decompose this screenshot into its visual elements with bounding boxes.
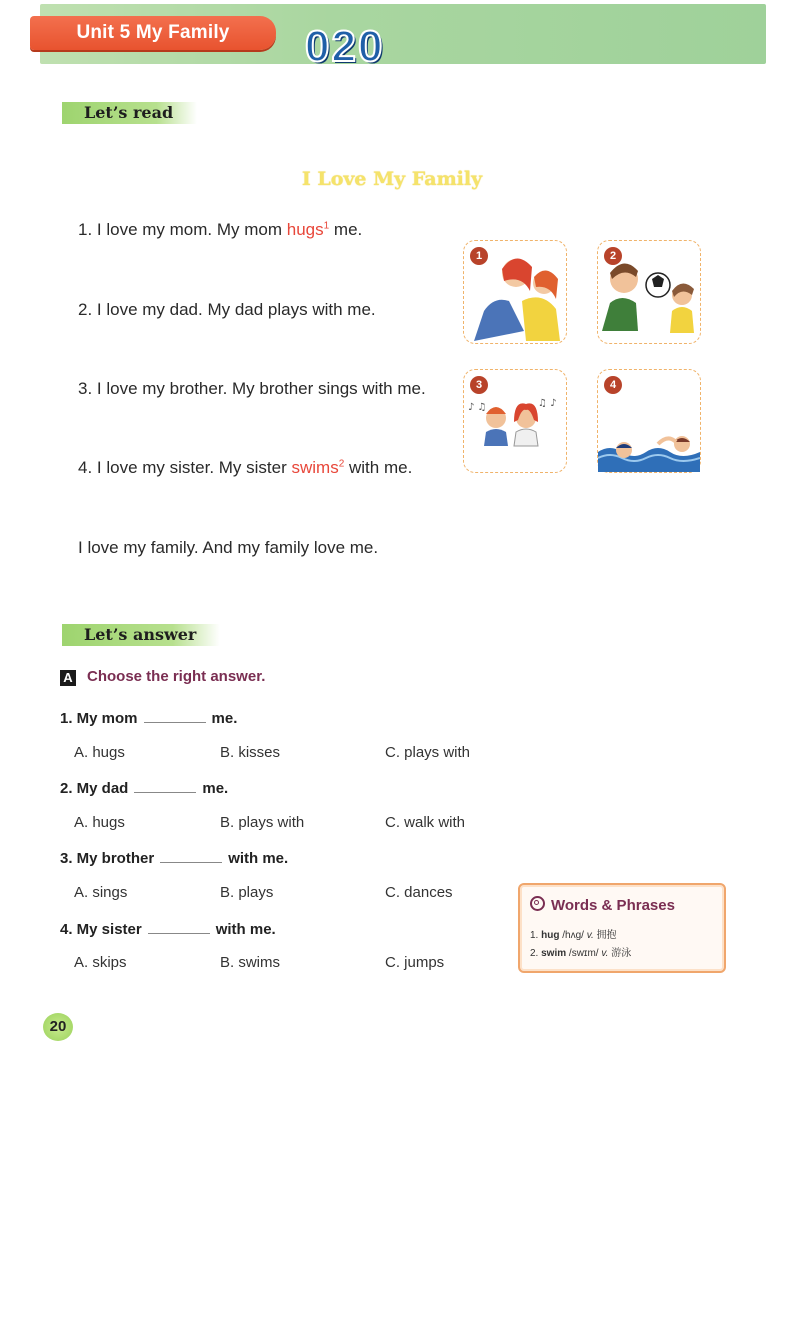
picture-number-badge: 3 — [470, 376, 488, 394]
option-a[interactable]: A. sings — [74, 884, 128, 901]
siblings-singing-picture — [463, 369, 567, 473]
question-2: 2. My dad me. — [60, 780, 229, 797]
picture-number-badge: 1 — [470, 247, 488, 265]
reading-line-2: 2. I love my dad. My dad plays with me. — [78, 300, 376, 319]
picture-number-badge: 4 — [604, 376, 622, 394]
hugging-mother-child-picture — [463, 240, 567, 344]
part-letter-badge: A — [60, 670, 76, 686]
words-phrases-title: Words & Phrases — [530, 896, 675, 914]
question-3: 3. My brother with me. — [60, 850, 289, 867]
vocab-item-hug: 1. hug /hʌg/ v. 拥抱 — [530, 930, 617, 941]
svg-text:♫ ♪: ♫ ♪ — [538, 398, 557, 409]
section-label-answer: Let’s answer — [62, 624, 220, 646]
section-label-read: Let’s read — [62, 102, 197, 124]
question-4: 4. My sister with me. — [60, 921, 276, 938]
answer-blank[interactable] — [144, 708, 206, 723]
svg-text:♪ ♫: ♪ ♫ — [468, 402, 487, 413]
page-code: 020 — [305, 22, 385, 71]
exercise-instruction: Choose the right answer. — [87, 668, 266, 685]
page-number: 20 — [43, 1013, 73, 1041]
option-c[interactable]: C. walk with — [385, 814, 466, 831]
option-b[interactable]: B. plays — [220, 884, 274, 901]
option-c[interactable]: C. jumps — [385, 954, 445, 971]
answer-blank[interactable] — [148, 919, 210, 934]
option-b[interactable]: B. kisses — [220, 744, 281, 761]
answer-blank[interactable] — [160, 848, 222, 863]
siblings-swimming-picture — [597, 369, 701, 473]
option-a[interactable]: A. hugs — [74, 814, 125, 831]
option-c[interactable]: C. plays with — [385, 744, 471, 761]
dad-child-ball-picture — [597, 240, 701, 344]
option-c[interactable]: C. dances — [385, 884, 453, 901]
target-circle-icon — [530, 896, 545, 911]
reading-line-1: 1. I love my mom. My mom hugs$^1$ me. — [78, 220, 363, 239]
unit-title: Unit 5 My Family — [76, 22, 230, 43]
story-title: I Love My Family — [301, 168, 483, 190]
reading-line-5: I love my family. And my family love me. — [78, 538, 379, 557]
option-a[interactable]: A. skips — [74, 954, 127, 971]
vocab-item-swim: 2. swim /swɪm/ v. 游泳 — [530, 948, 632, 959]
option-b[interactable]: B. swims — [220, 954, 280, 971]
reading-line-4: 4. I love my sister. My sister swims$^2$ with me. — [78, 458, 413, 477]
question-1: 1. My mom me. — [60, 710, 238, 727]
picture-number-badge: 2 — [604, 247, 622, 265]
reading-line-3: 3. I love my brother. My brother sings with me. — [78, 379, 426, 398]
answer-blank[interactable] — [134, 778, 196, 793]
option-b[interactable]: B. plays with — [220, 814, 305, 831]
option-a[interactable]: A. hugs — [74, 744, 125, 761]
